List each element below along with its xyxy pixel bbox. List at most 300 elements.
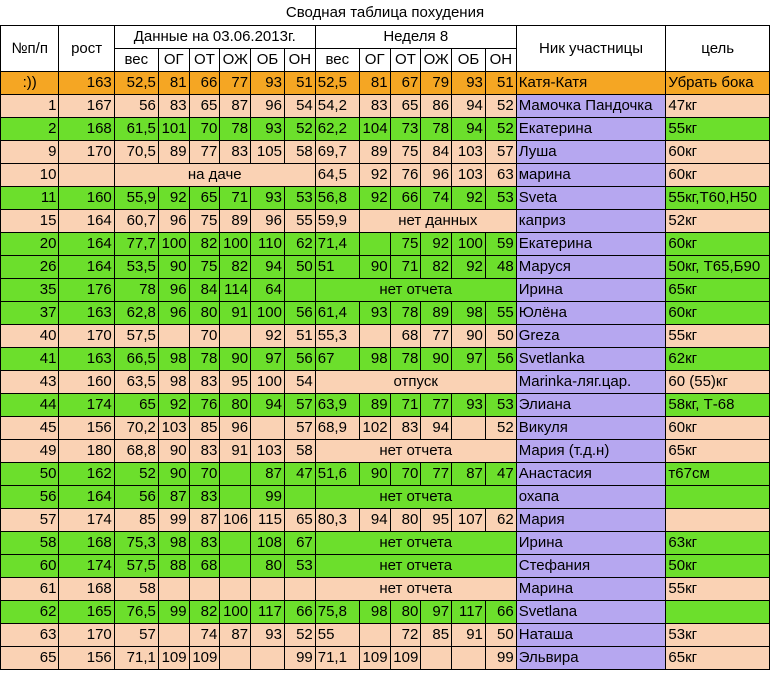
- row-number: 56: [1, 486, 59, 509]
- row-value: [251, 578, 285, 601]
- row-value: 63: [485, 164, 516, 187]
- row-value: 66: [189, 72, 220, 95]
- row-value: 66: [485, 601, 516, 624]
- table-row: [1, 647, 770, 670]
- row-value: [220, 532, 251, 555]
- row-value: 70: [189, 325, 220, 348]
- row-value: 90: [359, 256, 390, 279]
- row-value: 84: [189, 279, 220, 302]
- row-value: 102: [359, 417, 390, 440]
- header-col: ОН: [284, 49, 315, 72]
- row-height: 168: [59, 532, 114, 555]
- header-group-date: Данные на 03.06.2013г.: [114, 26, 315, 49]
- row-value: 95: [220, 371, 251, 394]
- row-value: 68,9: [315, 417, 359, 440]
- table-row: [1, 141, 770, 164]
- row-nick: Мамочка Пандочка: [516, 95, 666, 118]
- row-number: 49: [1, 440, 59, 463]
- table-row: [1, 440, 770, 463]
- table-row: [1, 279, 770, 302]
- row-nick: Луша: [516, 141, 666, 164]
- row-note: на даче: [114, 164, 315, 187]
- row-value: 90: [220, 348, 251, 371]
- row-goal: 55кг: [666, 325, 770, 348]
- row-note: нет отчета: [315, 486, 516, 509]
- table-row: [1, 348, 770, 371]
- row-value: 68: [390, 325, 421, 348]
- row-value: 92: [421, 233, 452, 256]
- row-value: 55,9: [114, 187, 158, 210]
- row-value: 90: [421, 348, 452, 371]
- row-value: [158, 624, 189, 647]
- row-goal: 53кг: [666, 624, 770, 647]
- table-row: [1, 532, 770, 555]
- row-value: 57,5: [114, 325, 158, 348]
- row-value: 52: [485, 417, 516, 440]
- row-value: 57: [485, 141, 516, 164]
- row-value: 100: [251, 302, 285, 325]
- row-value: 83: [189, 371, 220, 394]
- row-number: 37: [1, 302, 59, 325]
- row-value: 104: [359, 118, 390, 141]
- row-value: [220, 486, 251, 509]
- row-value: 91: [220, 302, 251, 325]
- row-value: 62: [485, 509, 516, 532]
- row-nick: Svetlana: [516, 601, 666, 624]
- row-value: 97: [421, 601, 452, 624]
- row-nick: Элиана: [516, 394, 666, 417]
- header-col: вес: [315, 49, 359, 72]
- header-col: ОТ: [189, 49, 220, 72]
- row-value: 94: [421, 417, 452, 440]
- row-value: 99: [158, 601, 189, 624]
- row-value: 70: [390, 463, 421, 486]
- row-value: 92: [251, 325, 285, 348]
- table-row: [1, 601, 770, 624]
- row-value: 78: [114, 279, 158, 302]
- row-height: 160: [59, 187, 114, 210]
- row-value: 61,4: [315, 302, 359, 325]
- row-value: 77: [189, 141, 220, 164]
- row-value: 53: [485, 187, 516, 210]
- row-value: 92: [359, 187, 390, 210]
- row-goal: 50кг, Т65,Б90: [666, 256, 770, 279]
- row-value: 109: [390, 647, 421, 670]
- row-value: 110: [251, 233, 285, 256]
- row-goal: Убрать бока: [666, 72, 770, 95]
- row-nick: Марина: [516, 578, 666, 601]
- row-value: 61,5: [114, 118, 158, 141]
- row-value: 93: [251, 118, 285, 141]
- row-number: 63: [1, 624, 59, 647]
- row-value: 89: [421, 302, 452, 325]
- row-value: 52: [485, 95, 516, 118]
- row-value: 79: [421, 72, 452, 95]
- row-value: 88: [158, 555, 189, 578]
- row-value: 71: [390, 256, 421, 279]
- row-goal: 55кг,Т60,Н50: [666, 187, 770, 210]
- row-height: 170: [59, 325, 114, 348]
- row-value: 71,1: [114, 647, 158, 670]
- row-number: 57: [1, 509, 59, 532]
- row-number: 11: [1, 187, 59, 210]
- row-goal: 60кг: [666, 417, 770, 440]
- row-number: 61: [1, 578, 59, 601]
- row-value: 67: [284, 532, 315, 555]
- row-value: 57: [114, 624, 158, 647]
- row-value: 96: [251, 210, 285, 233]
- row-height: 156: [59, 417, 114, 440]
- row-value: 85: [421, 624, 452, 647]
- table-row: [1, 578, 770, 601]
- row-value: 58: [114, 578, 158, 601]
- row-value: 71,4: [315, 233, 359, 256]
- row-goal: 65кг: [666, 279, 770, 302]
- row-nick: Катя-Катя: [516, 72, 666, 95]
- row-note: нет отчета: [315, 440, 516, 463]
- row-value: 87: [158, 486, 189, 509]
- row-value: 78: [220, 118, 251, 141]
- row-value: 82: [220, 256, 251, 279]
- row-value: 60,7: [114, 210, 158, 233]
- row-value: 75,3: [114, 532, 158, 555]
- row-value: 52: [284, 118, 315, 141]
- row-value: 83: [359, 95, 390, 118]
- row-note: отпуск: [315, 371, 516, 394]
- row-value: 65: [284, 509, 315, 532]
- row-number: 9: [1, 141, 59, 164]
- header-col: ОТ: [390, 49, 421, 72]
- row-value: 76: [390, 164, 421, 187]
- row-value: 67: [390, 72, 421, 95]
- table-row: [1, 302, 770, 325]
- row-height: 174: [59, 394, 114, 417]
- table-row: [1, 72, 770, 95]
- row-value: 100: [158, 233, 189, 256]
- row-height: [59, 164, 114, 187]
- row-value: 98: [452, 302, 486, 325]
- row-value: 92: [158, 187, 189, 210]
- table-row: [1, 417, 770, 440]
- row-value: 59: [485, 233, 516, 256]
- row-value: 56: [485, 348, 516, 371]
- row-value: 100: [220, 601, 251, 624]
- row-number: 44: [1, 394, 59, 417]
- row-value: 51: [315, 256, 359, 279]
- row-value: 78: [421, 118, 452, 141]
- row-height: 168: [59, 578, 114, 601]
- row-height: 174: [59, 509, 114, 532]
- row-value: 50: [284, 256, 315, 279]
- row-height: 160: [59, 371, 114, 394]
- row-value: 54,2: [315, 95, 359, 118]
- row-value: 82: [189, 233, 220, 256]
- row-value: 83: [189, 532, 220, 555]
- row-value: [220, 463, 251, 486]
- row-value: 98: [359, 601, 390, 624]
- row-goal: [666, 509, 770, 532]
- row-value: 70,2: [114, 417, 158, 440]
- row-value: 52,5: [315, 72, 359, 95]
- row-value: 71: [220, 187, 251, 210]
- row-value: 56: [114, 486, 158, 509]
- row-value: 87: [220, 624, 251, 647]
- row-value: 96: [158, 210, 189, 233]
- row-number: 43: [1, 371, 59, 394]
- row-number: 45: [1, 417, 59, 440]
- row-nick: Екатерина: [516, 118, 666, 141]
- row-value: 78: [189, 348, 220, 371]
- row-value: 93: [251, 187, 285, 210]
- row-height: 168: [59, 118, 114, 141]
- header-goal: цель: [666, 26, 770, 72]
- row-value: 109: [158, 647, 189, 670]
- row-nick: Стефания: [516, 555, 666, 578]
- row-value: 98: [158, 348, 189, 371]
- row-value: 83: [158, 95, 189, 118]
- row-value: 105: [251, 141, 285, 164]
- table-row: [1, 509, 770, 532]
- row-value: 54: [284, 95, 315, 118]
- row-value: 70: [189, 118, 220, 141]
- row-value: 115: [251, 509, 285, 532]
- row-number: 40: [1, 325, 59, 348]
- row-value: 90: [158, 463, 189, 486]
- row-value: 75,8: [315, 601, 359, 624]
- row-value: 55: [485, 302, 516, 325]
- row-height: 156: [59, 647, 114, 670]
- row-value: 83: [189, 440, 220, 463]
- row-value: 70: [189, 463, 220, 486]
- header-nick: Ник участницы: [516, 26, 666, 72]
- table-row: [1, 463, 770, 486]
- row-value: 77,7: [114, 233, 158, 256]
- row-value: 55,3: [315, 325, 359, 348]
- row-value: 80: [390, 601, 421, 624]
- row-value: 48: [485, 256, 516, 279]
- row-value: 51: [284, 72, 315, 95]
- row-nick: Мария (т.д.н): [516, 440, 666, 463]
- row-number: 1: [1, 95, 59, 118]
- row-note: нет отчета: [315, 279, 516, 302]
- table-row: [1, 394, 770, 417]
- row-value: 90: [359, 463, 390, 486]
- row-value: 81: [158, 72, 189, 95]
- row-value: 117: [452, 601, 486, 624]
- row-height: 176: [59, 279, 114, 302]
- row-value: 57: [284, 417, 315, 440]
- row-value: 51,6: [315, 463, 359, 486]
- row-goal: 50кг: [666, 555, 770, 578]
- row-height: 164: [59, 486, 114, 509]
- row-value: 82: [421, 256, 452, 279]
- row-value: 83: [390, 417, 421, 440]
- row-value: 94: [251, 394, 285, 417]
- row-value: 90: [158, 440, 189, 463]
- row-value: 56,8: [315, 187, 359, 210]
- row-value: 52: [485, 118, 516, 141]
- row-value: 58: [284, 141, 315, 164]
- row-value: 103: [158, 417, 189, 440]
- row-value: 62,2: [315, 118, 359, 141]
- row-value: [251, 647, 285, 670]
- row-value: 109: [359, 647, 390, 670]
- row-value: [251, 417, 285, 440]
- row-value: 53: [284, 187, 315, 210]
- row-value: 100: [452, 233, 486, 256]
- row-value: [452, 417, 486, 440]
- row-value: 76: [189, 394, 220, 417]
- table-row: [1, 210, 770, 233]
- row-height: 180: [59, 440, 114, 463]
- row-value: 50: [485, 325, 516, 348]
- row-value: 96: [251, 95, 285, 118]
- row-value: 93: [359, 302, 390, 325]
- row-value: 83: [189, 486, 220, 509]
- row-height: 163: [59, 348, 114, 371]
- row-goal: 62кг: [666, 348, 770, 371]
- row-value: 96: [220, 417, 251, 440]
- row-value: 47: [284, 463, 315, 486]
- row-value: 65: [189, 95, 220, 118]
- row-height: 163: [59, 72, 114, 95]
- row-number: 15: [1, 210, 59, 233]
- row-height: 164: [59, 256, 114, 279]
- row-note: нет данных: [359, 210, 516, 233]
- row-value: 75: [390, 233, 421, 256]
- row-note: нет отчета: [315, 578, 516, 601]
- table-row: [1, 371, 770, 394]
- row-goal: 65кг: [666, 440, 770, 463]
- row-value: 75: [189, 210, 220, 233]
- row-value: 73: [390, 118, 421, 141]
- row-height: 165: [59, 601, 114, 624]
- row-value: 90: [452, 325, 486, 348]
- table-row: [1, 325, 770, 348]
- row-value: 87: [452, 463, 486, 486]
- row-value: 98: [359, 348, 390, 371]
- row-value: 52,5: [114, 72, 158, 95]
- row-value: 69,7: [315, 141, 359, 164]
- row-value: 80,3: [315, 509, 359, 532]
- row-value: 96: [158, 279, 189, 302]
- row-value: 87: [220, 95, 251, 118]
- row-value: 99: [251, 486, 285, 509]
- row-value: [359, 624, 390, 647]
- row-value: 51: [284, 325, 315, 348]
- row-nick: Наташа: [516, 624, 666, 647]
- row-goal: т67см: [666, 463, 770, 486]
- row-value: [421, 647, 452, 670]
- row-number: 35: [1, 279, 59, 302]
- row-number: 2: [1, 118, 59, 141]
- row-value: [452, 647, 486, 670]
- header-group-week: Неделя 8: [315, 26, 516, 49]
- row-goal: 60кг: [666, 302, 770, 325]
- row-value: 85: [189, 417, 220, 440]
- row-value: 89: [359, 394, 390, 417]
- row-value: 86: [421, 95, 452, 118]
- row-height: 167: [59, 95, 114, 118]
- row-value: 80: [390, 509, 421, 532]
- row-value: 84: [421, 141, 452, 164]
- row-value: 75: [390, 141, 421, 164]
- row-value: 89: [220, 210, 251, 233]
- row-value: 65: [189, 187, 220, 210]
- row-value: 85: [114, 509, 158, 532]
- row-nick: Екатерина: [516, 233, 666, 256]
- row-nick: Анастасия: [516, 463, 666, 486]
- row-height: 174: [59, 555, 114, 578]
- row-value: 74: [421, 187, 452, 210]
- table-row: [1, 624, 770, 647]
- row-goal: [666, 486, 770, 509]
- row-nick: марина: [516, 164, 666, 187]
- row-value: 97: [251, 348, 285, 371]
- row-value: 54: [284, 371, 315, 394]
- row-value: 108: [251, 532, 285, 555]
- row-value: 58: [284, 440, 315, 463]
- row-value: 80: [251, 555, 285, 578]
- table-row: [1, 256, 770, 279]
- row-value: [158, 578, 189, 601]
- row-value: 92: [158, 394, 189, 417]
- row-value: 106: [220, 509, 251, 532]
- row-number: :)): [1, 72, 59, 95]
- row-value: [220, 555, 251, 578]
- row-note: нет отчета: [315, 532, 516, 555]
- row-value: [189, 578, 220, 601]
- row-value: 68: [189, 555, 220, 578]
- row-nick: Мария: [516, 509, 666, 532]
- row-goal: 47кг: [666, 95, 770, 118]
- row-height: 164: [59, 233, 114, 256]
- row-number: 65: [1, 647, 59, 670]
- row-value: 72: [390, 624, 421, 647]
- row-value: 90: [158, 256, 189, 279]
- row-value: 103: [452, 164, 486, 187]
- header-col: ОН: [485, 49, 516, 72]
- header-col: ОЖ: [220, 49, 251, 72]
- table-row: [1, 486, 770, 509]
- row-goal: [666, 601, 770, 624]
- row-value: 89: [359, 141, 390, 164]
- row-height: 170: [59, 624, 114, 647]
- row-number: 60: [1, 555, 59, 578]
- row-value: 78: [390, 348, 421, 371]
- row-value: 47: [485, 463, 516, 486]
- row-value: 95: [421, 509, 452, 532]
- row-nick: Greza: [516, 325, 666, 348]
- table-row: [1, 187, 770, 210]
- row-value: 93: [251, 72, 285, 95]
- row-value: [284, 279, 315, 302]
- row-goal: 55кг: [666, 578, 770, 601]
- row-value: 55: [315, 624, 359, 647]
- row-value: 117: [251, 601, 285, 624]
- row-nick: Эльвира: [516, 647, 666, 670]
- row-value: 89: [158, 141, 189, 164]
- row-value: 51: [485, 72, 516, 95]
- row-number: 20: [1, 233, 59, 256]
- row-goal: 60 (55)кг: [666, 371, 770, 394]
- row-value: 53: [485, 394, 516, 417]
- row-value: 91: [220, 440, 251, 463]
- row-value: 77: [421, 325, 452, 348]
- row-value: 82: [189, 601, 220, 624]
- header-col: ОГ: [158, 49, 189, 72]
- row-value: 99: [485, 647, 516, 670]
